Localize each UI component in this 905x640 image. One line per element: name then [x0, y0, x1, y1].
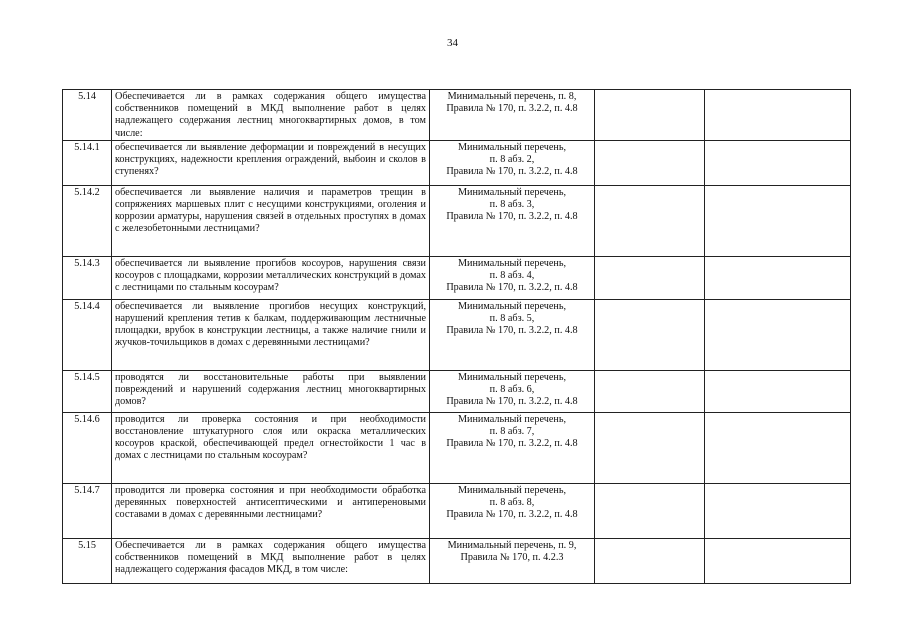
legal-reference-line: Правила № 170, п. 3.2.2, п. 4.8 [446, 325, 578, 337]
legal-reference-line: п. 8 абз. 7, [489, 426, 535, 438]
notes-cell [705, 483, 851, 538]
legal-reference-cell [430, 90, 595, 141]
table-row [63, 370, 851, 412]
legal-reference-line: Минимальный перечень, [457, 484, 567, 496]
table-row [63, 185, 851, 256]
table-row [63, 256, 851, 299]
answer-cell [595, 412, 705, 483]
legal-reference-line: Минимальный перечень, [457, 186, 567, 198]
answer-cell [595, 185, 705, 256]
legal-reference-line: Минимальный перечень, [457, 371, 567, 383]
item-number-cell: 5.14.5 [63, 370, 112, 412]
question-cell: обеспечивается ли выявление прогибов косоуров, нарушения связи косоуров с площадками, коррозии металлических конструкций в домах с лестницами по стальным косоурам? [112, 256, 430, 299]
table-row [63, 90, 851, 141]
question-cell: обеспечивается ли выявление прогибов несущих конструкций, нарушений крепления тетив к балкам, поддерживающим лестничные площадки, врубок в конструкции лестницы, а также наличие гнили и жучков-точильщиков в домах с деревянными лестницами? [112, 299, 430, 370]
answer-cell [595, 538, 705, 583]
item-number-cell: 5.14.6 [63, 412, 112, 483]
item-number-cell: 5.14.4 [63, 299, 112, 370]
notes-cell [705, 370, 851, 412]
notes-cell [705, 256, 851, 299]
question-cell: проводится ли проверка состояния и при необходимости восстановление штукатурного слоя или окраска металлических косоуров краской, обеспечивающей предел огнестойкости 1 час в домах с лестницами по стальным косоурам? [112, 412, 430, 483]
table-row [63, 538, 851, 583]
legal-reference-line: п. 8 абз. 6, [489, 384, 535, 396]
legal-reference-cell [430, 483, 595, 538]
legal-reference-cell [430, 256, 595, 299]
item-number-cell: 5.14.3 [63, 256, 112, 299]
notes-cell [705, 299, 851, 370]
answer-cell [595, 90, 705, 141]
legal-reference-cell [430, 185, 595, 256]
legal-reference-cell [430, 299, 595, 370]
legal-reference-cell [430, 412, 595, 483]
notes-cell [705, 90, 851, 141]
legal-reference-line: Правила № 170, п. 3.2.2, п. 4.8 [446, 438, 578, 450]
legal-reference-line: п. 8 абз. 4, [489, 270, 535, 282]
notes-cell [705, 538, 851, 583]
page-number: 34 [447, 37, 458, 49]
answer-cell [595, 140, 705, 185]
legal-reference-cell [430, 538, 595, 583]
question-cell: обеспечивается ли выявление деформации и повреждений в несущих конструкциях, надежности крепления ограждений, выбоин и сколов в ступенях? [112, 140, 430, 185]
legal-reference-line: Правила № 170, п. 4.2.3 [460, 552, 564, 564]
answer-cell [595, 299, 705, 370]
legal-reference-line: п. 8 абз. 8, [489, 497, 535, 509]
notes-cell [705, 412, 851, 483]
answer-cell [595, 370, 705, 412]
legal-reference-line: Правила № 170, п. 3.2.2, п. 4.8 [446, 103, 578, 115]
question-cell: обеспечивается ли выявление наличия и параметров трещин в сопряжениях маршевых плит с несущими конструкциями, оголения и коррозии арматуры, нарушения связей в отдельных проступях в домах с железобетонными лестницами? [112, 185, 430, 256]
answer-cell [595, 256, 705, 299]
legal-reference-line: Минимальный перечень, п. 8, [447, 91, 577, 102]
question-cell: Обеспечивается ли в рамках содержания общего имущества собственников помещений в МКД выполнение работ в целях надлежащего содержания фасадов МКД, в том числе: [112, 538, 430, 583]
table-row [63, 412, 851, 483]
legal-reference-line: Правила № 170, п. 3.2.2, п. 4.8 [446, 509, 578, 521]
question-cell: проводится ли проверка состояния и при необходимости обработка деревянных поверхностей антисептическими и антипереновыми составами в домах с деревянными лестницами? [112, 483, 430, 538]
legal-reference-line: Правила № 170, п. 3.2.2, п. 4.8 [446, 211, 578, 223]
item-number-cell: 5.14.7 [63, 483, 112, 538]
item-number-cell: 5.14.1 [63, 140, 112, 185]
item-number-cell: 5.14 [63, 90, 112, 141]
legal-reference-line: Минимальный перечень, [457, 257, 567, 269]
answer-cell [595, 483, 705, 538]
item-number-cell: 5.15 [63, 538, 112, 583]
checklist-table [62, 89, 851, 584]
legal-reference-line: Минимальный перечень, [457, 300, 567, 312]
table-row [63, 140, 851, 185]
table-row [63, 299, 851, 370]
notes-cell [705, 185, 851, 256]
legal-reference-line: Правила № 170, п. 3.2.2, п. 4.8 [446, 282, 578, 294]
item-number-cell: 5.14.2 [63, 185, 112, 256]
notes-cell [705, 140, 851, 185]
legal-reference-line: Минимальный перечень, [457, 141, 567, 153]
question-cell: Обеспечивается ли в рамках содержания общего имущества собственников помещений в МКД выполнение работ в целях надлежащего содержания лестниц многоквартирных домов, в том числе: [112, 90, 430, 141]
question-cell: проводятся ли восстановительные работы при выявлении повреждений и нарушений содержания лестниц многоквартирных домов? [112, 370, 430, 412]
checklist-table-body [63, 90, 851, 584]
legal-reference-line: п. 8 абз. 2, [489, 154, 535, 166]
legal-reference-line: п. 8 абз. 3, [489, 199, 535, 211]
legal-reference-cell [430, 140, 595, 185]
legal-reference-line: п. 8 абз. 5, [489, 313, 535, 325]
legal-reference-line: Правила № 170, п. 3.2.2, п. 4.8 [446, 166, 578, 178]
legal-reference-cell [430, 370, 595, 412]
legal-reference-line: Минимальный перечень, п. 9, [447, 539, 577, 551]
legal-reference-line: Правила № 170, п. 3.2.2, п. 4.8 [446, 396, 578, 408]
table-row [63, 483, 851, 538]
legal-reference-line: Минимальный перечень, [457, 413, 567, 425]
